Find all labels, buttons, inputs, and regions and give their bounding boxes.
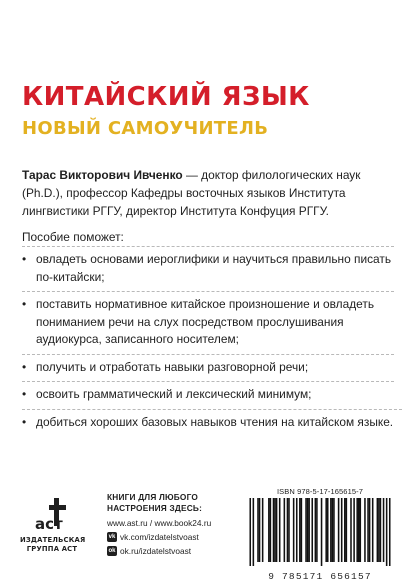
benefit-item xyxy=(22,291,394,354)
barcode-bar xyxy=(369,498,371,562)
promo-block xyxy=(107,492,227,558)
barcode-bar xyxy=(287,498,289,562)
book-subtitle: НОВЫЙ САМОУЧИТЕЛЬ xyxy=(22,118,269,139)
barcode-bar xyxy=(274,498,276,562)
barcode-bar xyxy=(279,498,281,562)
barcode-bar xyxy=(358,498,360,562)
bullet-icon: • xyxy=(22,252,27,266)
promo-vk xyxy=(107,530,227,544)
barcode-bar xyxy=(360,498,362,562)
barcode-bar xyxy=(338,498,340,562)
publisher-caption-line1: ИЗДАТЕЛЬСКАЯ xyxy=(20,536,86,544)
benefit-text: получить и отработать навыки разговорной речи; xyxy=(36,359,309,374)
author-bio xyxy=(22,166,394,220)
barcode-bar xyxy=(315,498,317,562)
barcode-bar xyxy=(308,498,310,562)
barcode-bar xyxy=(249,498,251,566)
barcode-bar xyxy=(268,498,270,562)
barcode-bar xyxy=(262,498,264,562)
websites-link[interactable]: www.ast.ru / www.book24.ru xyxy=(107,517,212,528)
barcode-digits: 9 785171 656157 xyxy=(268,571,372,582)
bullet-icon: • xyxy=(22,414,27,429)
barcode-bar xyxy=(259,498,261,562)
barcode-bar xyxy=(307,498,309,562)
benefit-item xyxy=(22,246,394,291)
barcode-bar xyxy=(389,498,391,566)
barcode-bar xyxy=(380,498,382,562)
barcode-bar xyxy=(383,498,385,562)
barcode-bar xyxy=(321,498,323,566)
barcode-bar xyxy=(353,498,355,562)
promo-websites xyxy=(107,516,227,530)
author-name: Тарас Викторович Ивченко xyxy=(22,168,183,182)
promo-heading-line2: НАСТРОЕНИЯ ЗДЕСЬ: xyxy=(107,502,203,513)
barcode-bar xyxy=(378,498,380,562)
barcode-bar xyxy=(273,498,275,562)
publisher-caption-line2: ГРУППА АСТ xyxy=(26,544,78,553)
benefit-text: освоить грамматический и лексический минимум; xyxy=(36,387,312,401)
bullet-icon: • xyxy=(22,359,27,374)
barcode-bar xyxy=(333,498,335,562)
barcode-bar xyxy=(316,498,318,562)
benefit-item xyxy=(22,409,402,437)
book-title: КИТАЙСКИЙ ЯЗЫК xyxy=(22,82,310,112)
barcode-bar xyxy=(367,498,369,562)
benefit-item xyxy=(22,381,394,409)
barcode-bar xyxy=(327,498,329,562)
ast-logo-icon xyxy=(32,493,72,533)
barcode-bar xyxy=(386,498,388,566)
logo-wordmark: аст xyxy=(35,515,63,533)
ok-link[interactable]: ok.ru/izdatelstvoast xyxy=(120,545,192,556)
benefit-text: овладеть основами иероглифики и научиться правильно писать по-китайски; xyxy=(36,252,392,284)
barcode-bar xyxy=(350,498,352,562)
benefit-text: поставить нормативное китайское произношение и овладеть пониманием речи на слух посредством прослушивания аудиокурса, записанного носителем; xyxy=(36,297,375,346)
barcode-bar xyxy=(276,498,278,562)
barcode-bar xyxy=(364,498,366,562)
barcode-bar xyxy=(325,498,327,562)
barcode-bar xyxy=(330,498,332,562)
barcode-bar xyxy=(305,498,307,562)
bullet-icon: • xyxy=(22,387,27,401)
author-description: — доктор филологических наук (Ph.D.), профессор Кафедры восточных языков Института лингвистики РГГУ, директор Института Конфуция РГГУ. xyxy=(22,168,361,218)
barcode-bar xyxy=(299,498,301,562)
vk-icon: vk xyxy=(108,534,116,540)
ok-icon: ok xyxy=(108,548,116,554)
barcode-bar xyxy=(288,498,290,562)
barcode-bar xyxy=(270,498,272,562)
barcode-bar xyxy=(346,498,348,562)
promo-heading-line1: КНИГИ ДЛЯ ЛЮБОГО xyxy=(107,492,199,502)
barcode-bar xyxy=(253,498,255,566)
benefits-list xyxy=(22,246,394,436)
barcode-block xyxy=(245,487,395,582)
barcode-bar xyxy=(296,498,298,562)
barcode-bar xyxy=(341,498,343,562)
barcode-bar xyxy=(284,498,286,562)
barcode-bar xyxy=(344,498,346,562)
isbn-number: ISBN 978-5-17-165615-7 xyxy=(276,487,363,496)
vk-link[interactable]: vk.com/izdatelstvoast xyxy=(120,531,199,542)
barcode-bar xyxy=(301,498,303,562)
publisher-logo xyxy=(20,493,84,553)
benefit-text: добиться хороших базовых навыков чтения на китайском языке. xyxy=(36,414,394,429)
barcode-bar xyxy=(332,498,334,562)
barcode-bar xyxy=(356,498,358,562)
barcode-bar xyxy=(377,498,379,562)
benefits-heading: Пособие поможет: xyxy=(22,230,124,244)
benefit-item xyxy=(22,354,394,382)
barcode-bar xyxy=(311,498,313,562)
bullet-icon: • xyxy=(22,297,27,311)
barcode-bar xyxy=(372,498,374,562)
barcode-icon xyxy=(245,498,395,566)
promo-ok xyxy=(107,544,227,558)
barcode-bar xyxy=(257,498,259,562)
barcode-bar xyxy=(293,498,295,562)
